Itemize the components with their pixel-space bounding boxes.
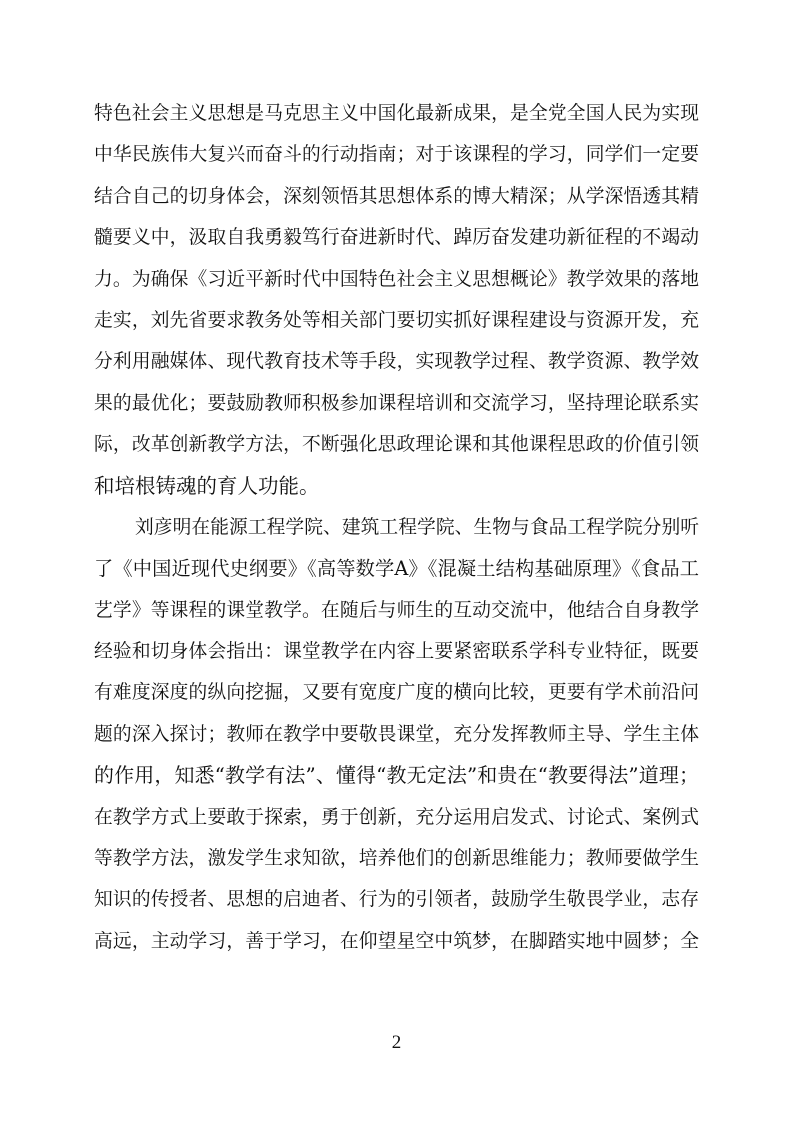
text-line: 特色社会主义思想是马克思主义中国化最新成果，是全党全国人民为实现	[94, 103, 699, 124]
text-line: 果的最优化；要鼓励教师积极参加课程培训和交流学习，坚持理论联系实	[94, 392, 699, 414]
text-line: 力。为确保《习近平新时代中国特色社会主义思想概论》教学效果的落地	[94, 268, 699, 290]
text-line: 等教学方法，激发学生求知欲，培养他们的创新思维能力；教师要做学生	[94, 848, 699, 870]
text-line: 分利用融媒体、现代教育技术等手段，实现教学过程、教学资源、教学效	[94, 351, 699, 373]
text-line: 在教学方式上要敢于探索，勇于创新，充分运用启发式、讨论式、案例式	[94, 806, 699, 828]
text-line: 刘彦明在能源工程学院、建筑工程学院、生物与食品工程学院分别听	[135, 516, 699, 538]
paragraph-2	[94, 507, 699, 962]
text-line: 际，改革创新教学方法，不断强化思政理论课和其他课程思政的价值引领	[94, 434, 699, 456]
text-line: 题的深入探讨；教师在教学中要敬畏课堂，充分发挥教师主导、学生主体	[94, 723, 699, 745]
page-number: 2	[391, 1032, 402, 1053]
body-text	[94, 93, 699, 962]
paragraph-1	[94, 93, 699, 507]
text-line: 中华民族伟大复兴而奋斗的行动指南；对于该课程的学习，同学们一定要	[94, 144, 699, 166]
text-line: 走实，刘先省要求教务处等相关部门要切实抓好课程建设与资源开发，充	[94, 309, 699, 331]
text-line: 了《中国近现代史纲要》《高等数学A》《混凝土结构基础原理》《食品工	[94, 557, 699, 581]
text-line: 和培根铸魂的育人功能。	[94, 473, 320, 498]
text-line: 的作用，知悉“教学有法”、懂得“教无定法”和贵在“教要得法”道理；	[94, 763, 699, 788]
text-line: 髓要义中，汲取自我勇毅笃行奋进新时代、踔厉奋发建功新征程的不竭动	[94, 227, 699, 249]
text-line: 经验和切身体会指出：课堂教学在内容上要紧密联系学科专业特征，既要	[94, 641, 699, 663]
text-line: 结合自己的切身体会，深刻领悟其思想体系的博大精深；从学深悟透其精	[94, 185, 699, 207]
text-line: 高远，主动学习，善于学习，在仰望星空中筑梦，在脚踏实地中圆梦；全	[94, 930, 699, 952]
text-line: 有难度深度的纵向挖掘，又要有宽度广度的横向比较，更要有学术前沿问	[94, 682, 699, 704]
text-line: 知识的传授者、思想的启迪者、行为的引领者，鼓励学生敬畏学业，志存	[94, 889, 699, 911]
text-line: 艺学》等课程的课堂教学。在随后与师生的互动交流中，他结合自身教学	[94, 599, 699, 621]
